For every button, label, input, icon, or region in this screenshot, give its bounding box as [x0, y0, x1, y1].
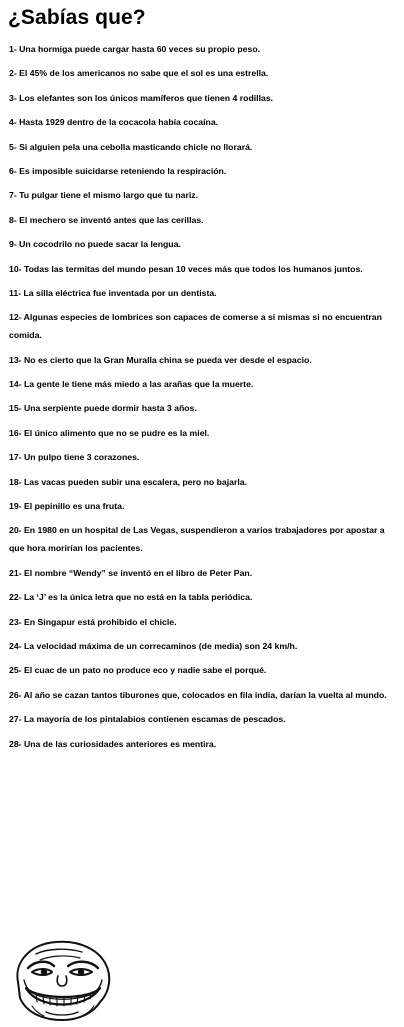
fact-item: 21- El nombre “Wendy” se inventó en el libro de Peter Pan. — [9, 567, 253, 578]
fact-item: 12- Algunas especies de lombrices son capaces de comerse a si mismas si no encuentran comida. — [9, 312, 382, 341]
fact-item: 2- El 45% de los americanos no sabe que el sol es una estrella. — [9, 68, 269, 79]
fact-item: 8- El mechero se inventó antes que las cerillas. — [9, 214, 204, 225]
fact-item: 20- En 1980 en un hospital de Las Vegas, suspendieron a varios trabajadores por apostar a que hora morirían los pacientes. — [9, 525, 385, 554]
fact-item: 7- Tu pulgar tiene el mismo largo que tu nariz. — [9, 190, 199, 201]
page-title: ¿Sabías que? — [8, 6, 146, 29]
fact-item: 14- La gente le tiene más miedo a las arañas que la muerte. — [9, 379, 254, 390]
fact-item: 16- El único alimento que no se pudre es la miel. — [9, 427, 210, 438]
fact-item: 19- El pepinillo es una fruta. — [9, 501, 125, 512]
troll-face-icon — [10, 936, 114, 1022]
fact-item: 13- No es cierto que la Gran Muralla china se pueda ver desde el espacio. — [9, 354, 312, 365]
fact-item: 5- Si alguien pela una cebolla masticando chicle no llorará. — [9, 141, 253, 152]
fact-item: 15- Una serpiente puede dormir hasta 3 años. — [9, 403, 197, 414]
fact-item: 6- Es imposible suicidarse reteniendo la respiración. — [9, 165, 227, 176]
facts-list — [9, 40, 394, 759]
fact-item: 10- Todas las termitas del mundo pesan 10 veces más que todos los humanos juntos. — [9, 263, 363, 274]
fact-item: 23- En Singapur está prohibido el chicle. — [9, 616, 177, 627]
fact-item: 11- La silla eléctrica fue inventada por un dentista. — [9, 287, 217, 298]
fact-item: 1- Una hormiga puede cargar hasta 60 veces su propio peso. — [9, 44, 261, 54]
fact-item: 18- Las vacas pueden subir una escalera, pero no bajarla. — [9, 476, 248, 487]
fact-item: 26- Al año se cazan tantos tiburones que, colocados en fila india, darían la vuelta al mundo. — [9, 689, 387, 700]
fact-item: 22- La ‘J’ es la única letra que no está en la tabla periódica. — [9, 592, 253, 603]
fact-item: 9- Un cocodrilo no puede sacar la lengua. — [9, 239, 181, 250]
fact-item: 28- Una de las curiosidades anteriores es mentira. — [9, 738, 217, 749]
fact-item: 25- El cuac de un pato no produce eco y nadie sabe el porqué. — [9, 665, 267, 676]
fact-item: 4- Hasta 1929 dentro de la cocacola había cocaína. — [9, 117, 219, 128]
fact-item: 17- Un pulpo tiene 3 corazones. — [9, 452, 140, 463]
fact-item: 24- La velocidad máxima de un correcaminos (de media) son 24 km/h. — [9, 640, 298, 651]
fact-item: 3- Los elefantes son los únicos mamíferos que tienen 4 rodillas. — [9, 92, 274, 103]
fact-item: 27- La mayoría de los pintalabios contienen escamas de pescados. — [9, 714, 286, 725]
